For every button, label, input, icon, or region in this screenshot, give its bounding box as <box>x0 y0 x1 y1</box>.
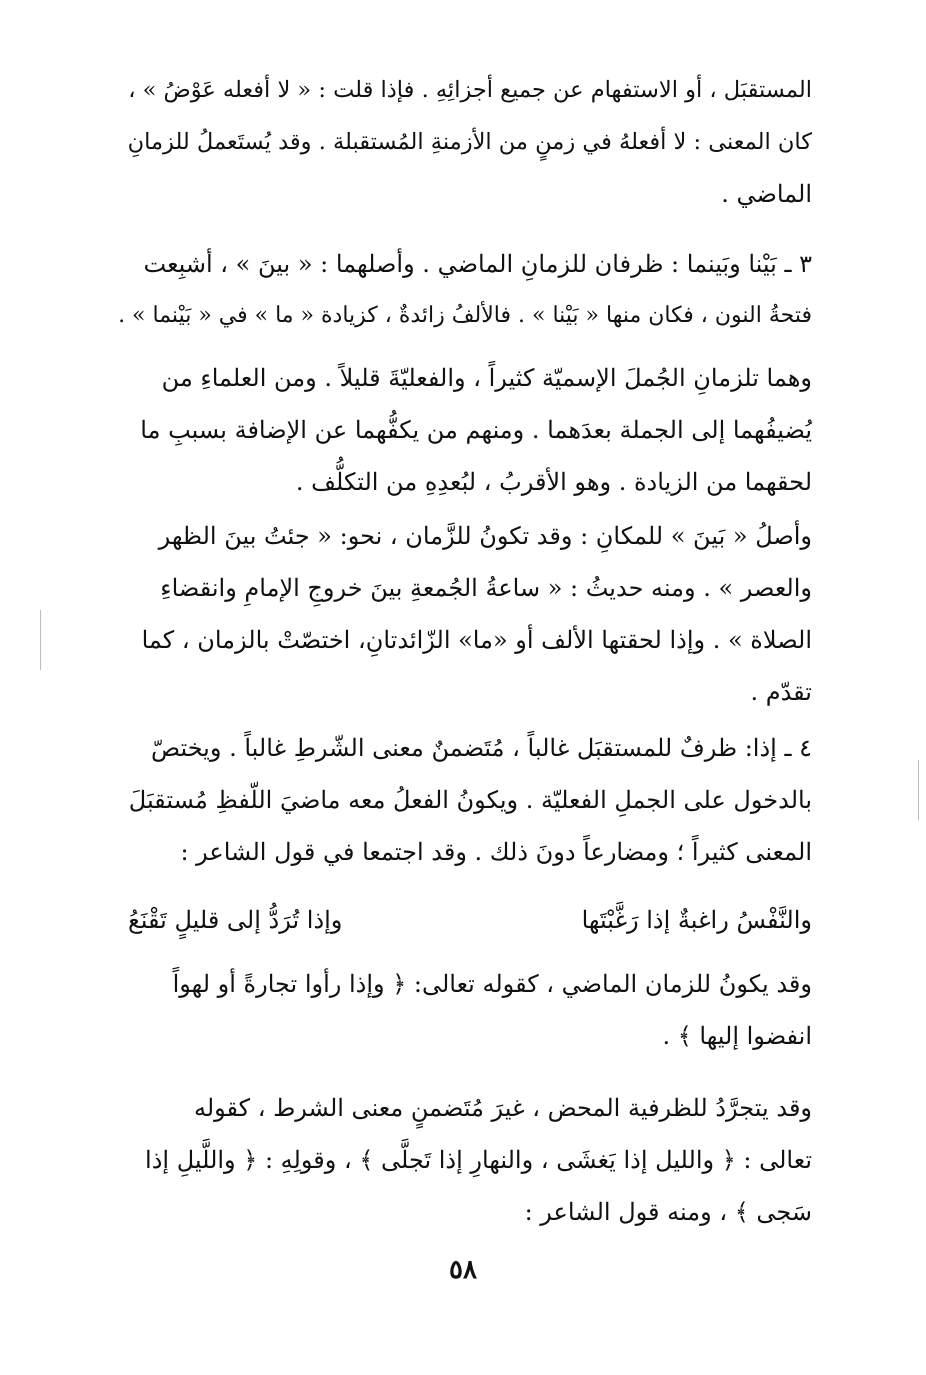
page-number: ٥٨ <box>449 1255 477 1285</box>
paragraph-asl-bayna <box>118 510 812 718</box>
text-line: وقد يتجرَّدُ للظرفية المحض ، غيرَ مُتَضمنٍ معنى الشرط ، كقوله <box>193 1094 812 1122</box>
text-line: كان المعنى : لا أفعلهُ في زمنٍ من الأزمنةِ المُستقبلة . وقد يُستَعملُ للزمانِ <box>127 129 812 155</box>
text-line: بالدخول على الجملِ الفعليّة . ويكونُ الفعلُ معه ماضيَ اللّفظِ مُستقبَلَ <box>128 786 812 814</box>
text-line: ٤ ـ إذا: ظرفٌ للمستقبَل غالباً ، مُتَضمنٌ معنى الشّرطِ غالباً . ويختصّ <box>151 734 812 762</box>
scan-margin-mark <box>40 610 41 670</box>
text-line: سَجى ﴾ ، ومنه قول الشاعر : <box>524 1198 812 1226</box>
paragraph-jumal <box>118 352 812 508</box>
text-line: وقد يكونُ للزمان الماضي ، كقوله تعالى: ﴿ وإذا رأوا تجارةً أو لهواً <box>172 970 812 998</box>
paragraph-zarfiyya <box>118 1082 812 1238</box>
text-line: وهما تلزمانِ الجُملَ الإسميّة كثيراً ، والفعليّةَ قليلاً . ومن العلماءِ من <box>161 364 812 392</box>
paragraph-mustaqbal <box>118 64 812 220</box>
text-line: وأصلُ « بَينَ » للمكانِ : وقد تكونُ للزَّمان ، نحو: « جئتُ بينَ الظهر <box>158 522 812 550</box>
text-line: تقدّم . <box>750 678 812 706</box>
verse-second-hemistich: وإذا تُرَدُّ إلى قليلٍ تَقْنَعُ <box>128 906 343 934</box>
text-line: الماضي . <box>721 180 812 208</box>
paragraph-idha <box>118 722 812 878</box>
text-line: الصلاة » . وإذا لحقتها الألف أو «ما» الزّائدتانِ، اختصّتْ بالزمان ، كما <box>141 626 812 654</box>
text-line: المستقبَل ، أو الاستفهام عن جميع أجزائِهِ . فإذا قلت : « لا أفعله عَوْضُ » ، <box>128 77 812 103</box>
poetry-verse <box>118 894 812 946</box>
text-line: والعصر » . ومنه حديثُ : « ساعةُ الجُمعةِ بينَ خروجِ الإمامِ وانقضاءِ <box>160 574 812 602</box>
text-line: تعالى : ﴿ والليل إذا يَغشَى ، والنهارِ إذا تَجلَّى ﴾ ، وقولِهِ : ﴿ واللَّيلِ إذا <box>145 1146 812 1174</box>
scan-margin-mark <box>918 760 919 820</box>
text-line: لحقهما من الزيادة . وهو الأقربُ ، لبُعدِهِ من التكلُّف . <box>295 468 812 496</box>
text-line: انفضوا إليها ﴾ . <box>662 1022 812 1050</box>
paragraph-madi <box>118 958 812 1062</box>
text-line: المعنى كثيراً ؛ ومضارعاً دونَ ذلك . وقد اجتمعا في قول الشاعر : <box>180 838 812 866</box>
paragraph-bayna <box>118 238 812 342</box>
text-line: يُضيفُهما إلى الجملة بعدَهما . ومنهم من يكفُّهما عن الإضافة بسببِ ما <box>140 416 812 444</box>
text-line: فتحةُ النون ، فكان منها « بَيْنا » . فالألفُ زائدةٌ ، كزيادة « ما » في « بَيْنما » . <box>118 303 812 328</box>
verse-first-hemistich: والنَّفْسُ راغبةٌ إذا رَغَّبْتَها <box>581 906 812 934</box>
text-line: ٣ ـ بَيْنا وبَينما : ظرفان للزمانِ الماضي . وأصلهما : « بينَ » ، أشبِعت <box>143 250 812 278</box>
